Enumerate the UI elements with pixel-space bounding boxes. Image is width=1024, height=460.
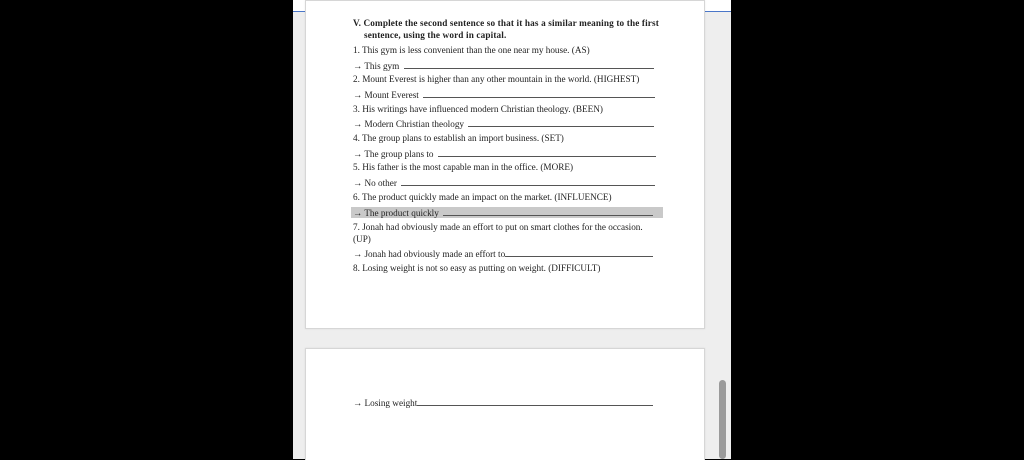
answer-line-8[interactable]	[353, 397, 653, 409]
answer-line-1[interactable]	[353, 60, 654, 72]
document-viewer	[293, 0, 731, 459]
answer-blank-7[interactable]	[505, 248, 653, 257]
question-8: 8. Losing weight is not so easy as putting on weight. (DIFFICULT)	[353, 263, 601, 273]
answer-prompt-7: → Jonah had obviously made an effort to	[353, 249, 506, 259]
document-page-2	[305, 348, 705, 460]
answer-line-2[interactable]	[353, 89, 655, 101]
exercise-heading-line1: V. Complete the second sentence so that it has a similar meaning to the first	[353, 18, 659, 28]
answer-prompt-4: → The group plans to	[353, 149, 434, 159]
answer-blank-4[interactable]	[438, 148, 656, 157]
answer-blank-3[interactable]	[468, 118, 654, 127]
answer-line-3[interactable]	[353, 118, 654, 130]
question-5: 5. His father is the most capable man in the office. (MORE)	[353, 162, 574, 172]
vertical-scrollbar-thumb[interactable]	[719, 380, 726, 459]
answer-line-4[interactable]	[353, 148, 656, 160]
answer-line-7[interactable]	[353, 248, 653, 260]
answer-blank-2[interactable]	[423, 89, 655, 98]
answer-prompt-6: → The product quickly	[353, 208, 439, 218]
answer-blank-1[interactable]	[404, 60, 654, 69]
answer-line-6[interactable]	[353, 207, 653, 219]
answer-prompt-1: → This gym	[353, 61, 400, 71]
answer-prompt-2: → Mount Everest	[353, 90, 419, 100]
answer-blank-6[interactable]	[443, 207, 653, 216]
answer-prompt-3: → Modern Christian theology	[353, 119, 465, 129]
exercise-heading-line2: sentence, using the word in capital.	[364, 30, 507, 40]
answer-line-5[interactable]	[353, 177, 655, 189]
answer-prompt-5: → No other	[353, 178, 397, 188]
question-3: 3. His writings have influenced modern Christian theology. (BEEN)	[353, 104, 603, 114]
question-1: 1. This gym is less convenient than the one near my house. (AS)	[353, 45, 590, 55]
question-2: 2. Mount Everest is higher than any other mountain in the world. (HIGHEST)	[353, 74, 640, 84]
question-7: 7. Jonah had obviously made an effort to put on smart clothes for the occasion.	[353, 222, 643, 232]
answer-prompt-8: → Losing weight	[353, 398, 418, 408]
question-6: 6. The product quickly made an impact on the market. (INFLUENCE)	[353, 192, 612, 202]
question-4: 4. The group plans to establish an import business. (SET)	[353, 133, 564, 143]
answer-blank-8[interactable]	[417, 397, 653, 406]
document-page-1	[305, 0, 705, 329]
answer-blank-5[interactable]	[401, 177, 655, 186]
question-7-continued: (UP)	[353, 234, 371, 244]
